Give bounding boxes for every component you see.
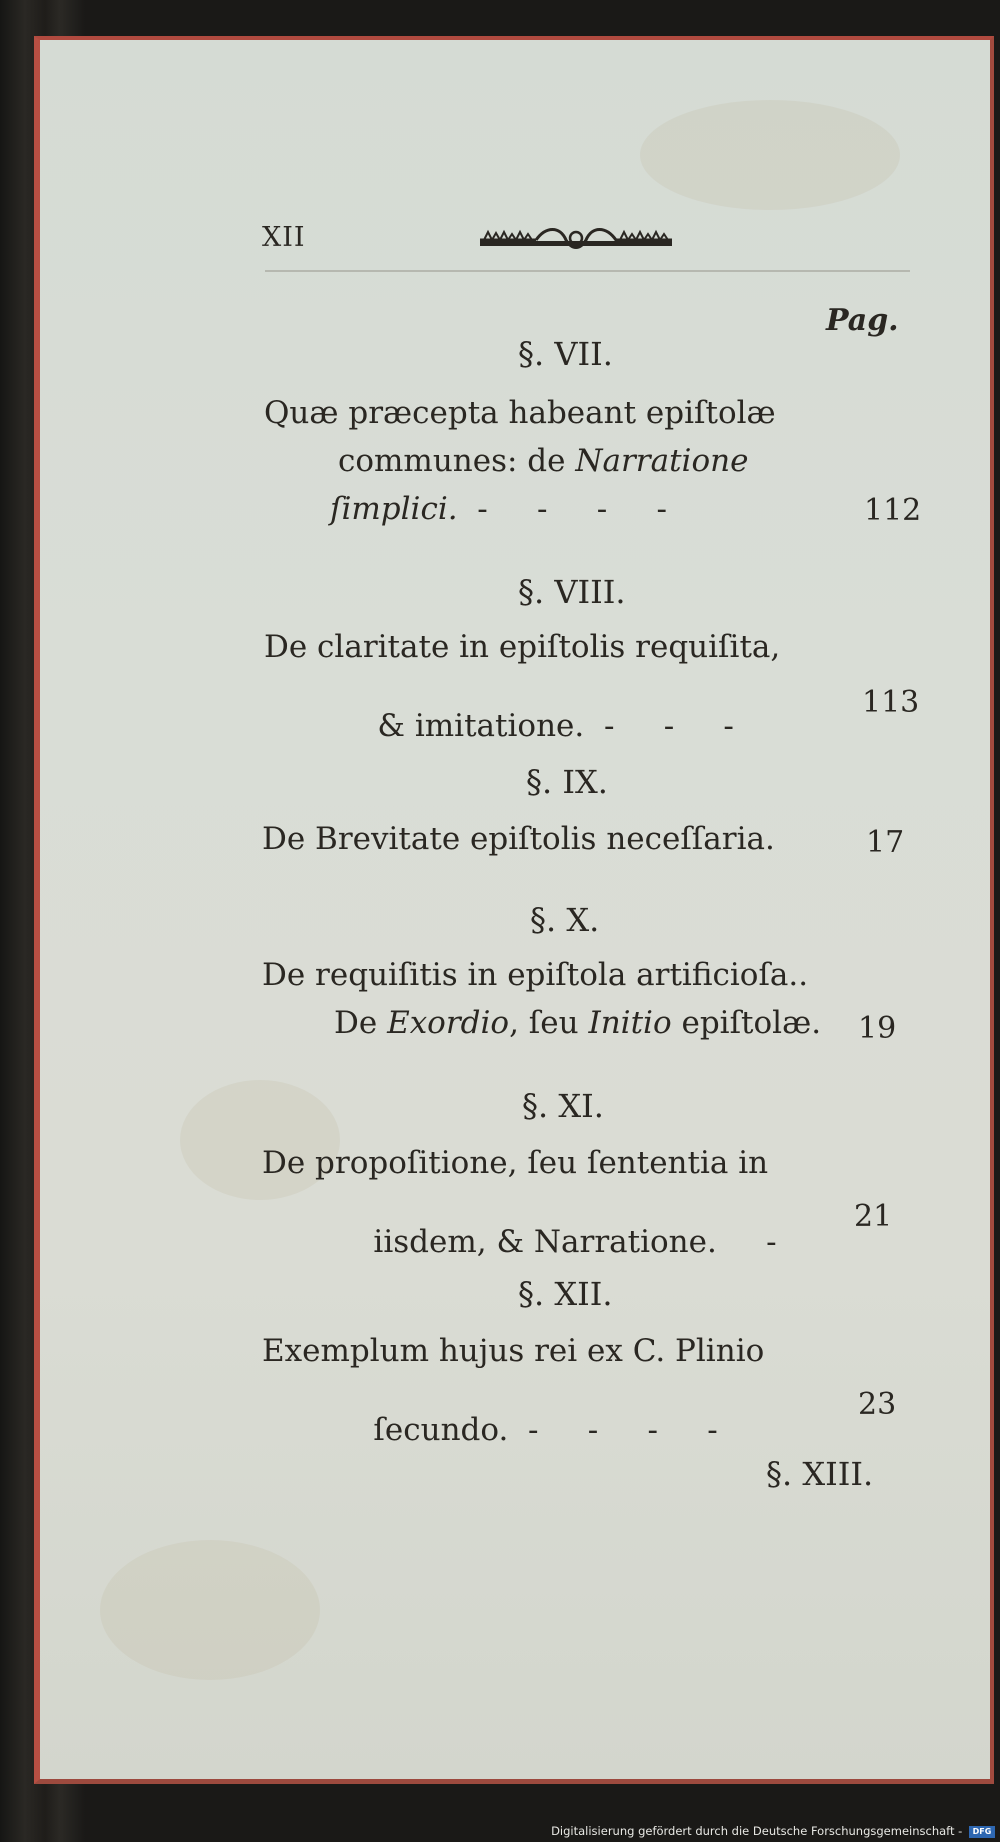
digitization-footer (540, 1823, 995, 1839)
section-heading: §. X. (530, 901, 600, 939)
entry-text-italic: Exordio (387, 1005, 510, 1041)
section-heading: §. XI. (522, 1087, 604, 1125)
entry-text: De (334, 1005, 388, 1041)
entry-text: communes: de (338, 443, 576, 479)
entry-text: ſecundo. - - - - (373, 1412, 718, 1448)
entry-text-italic: Narratione (575, 443, 749, 479)
entry-line (262, 1333, 765, 1369)
book-page (34, 36, 994, 1784)
entry-line (334, 1384, 718, 1477)
entry-text: , ſeu (509, 1005, 589, 1041)
page-number: 21 (854, 1199, 893, 1234)
entry-text: Exemplum hujus rei ex C. Plinio (262, 1333, 765, 1369)
entry-line (330, 491, 668, 527)
entry-text-italic: ſimplici. (330, 491, 458, 527)
header-rule (265, 270, 910, 272)
entry-line (334, 1005, 822, 1041)
dfg-logo-icon: DFG (969, 1826, 995, 1838)
paper-stain (100, 1540, 320, 1680)
ornament-icon (476, 222, 676, 252)
page-number: 112 (864, 493, 922, 528)
column-label-pag: Pag. (826, 303, 899, 338)
section-heading: §. VIII. (518, 573, 626, 611)
paper-stain (640, 100, 900, 210)
entry-text: De requiſitis in epiſtola artificioſa.. (262, 957, 809, 993)
page-numeral: XII (262, 222, 306, 253)
entry-text: & imitatione. - - - (377, 708, 734, 744)
entry-line (262, 957, 809, 993)
page-number: 19 (858, 1011, 897, 1046)
section-heading: §. IX. (526, 763, 608, 801)
entry-line (338, 680, 734, 773)
entry-line (264, 629, 781, 665)
catchword: §. XIII. (766, 1455, 874, 1493)
section-heading: §. VII. (518, 335, 613, 373)
entry-text: De propoſitione, ſeu ſententia in (262, 1145, 769, 1181)
entry-text: De Brevitate epiſtolis neceſſaria. (262, 821, 775, 857)
entry-line (338, 443, 749, 479)
entry-text: iisdem, & Narratione. - (373, 1224, 777, 1260)
entry-text-italic: Initio (588, 1005, 672, 1041)
footer-text: Digitalisierung gefördert durch die Deutsche Forschungsgemeinschaft - (551, 1824, 963, 1838)
entry-line (262, 1145, 769, 1181)
entry-text: Quæ præcepta habeant epiſtolæ (264, 395, 776, 431)
entry-text: De claritate in epiſtolis requiſita, (264, 629, 781, 665)
page-number: 17 (866, 825, 905, 860)
paper-stain (180, 1080, 340, 1200)
entry-line (262, 821, 775, 857)
page-number: 23 (858, 1387, 897, 1422)
page-number: 113 (862, 685, 920, 720)
entry-text: epiſtolæ. (671, 1005, 822, 1041)
leader-dashes: - - - - (457, 491, 668, 527)
entry-line (264, 395, 776, 431)
section-heading: §. XII. (518, 1275, 613, 1313)
